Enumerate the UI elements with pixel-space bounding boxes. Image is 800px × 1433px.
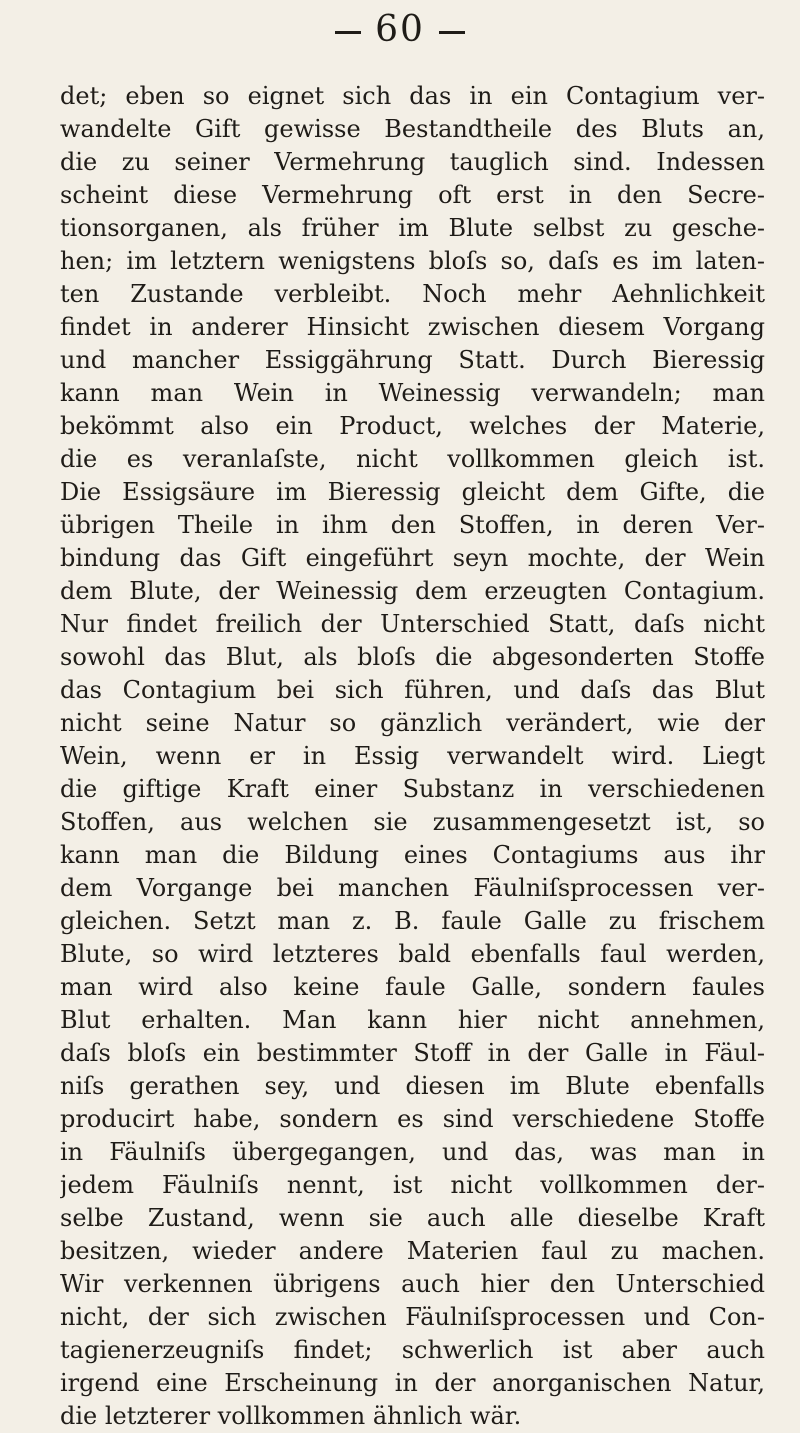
- text-line: besitzen, wieder andere Materien faul zu machen.: [60, 1237, 765, 1265]
- text-line: jedem Fäulniſs nennt, ist nicht vollkommen der-: [60, 1171, 765, 1199]
- text-line: scheint diese Vermehrung oft erst in den Secre-: [60, 181, 765, 209]
- text-line: in Fäulniſs übergegangen, und das, was man in: [60, 1138, 765, 1166]
- text-line: findet in anderer Hinsicht zwischen diesem Vorgang: [60, 313, 765, 341]
- text-line: bekömmt also ein Product, welches der Materie,: [60, 412, 765, 440]
- text-line: gleichen. Setzt man z. B. faule Galle zu frischem: [60, 907, 765, 935]
- text-line: selbe Zustand, wenn sie auch alle dieselbe Kraft: [60, 1204, 765, 1232]
- text-line: sowohl das Blut, als bloſs die abgesonderten Stoffe: [60, 643, 765, 671]
- text-line: Wein, wenn er in Essig verwandelt wird. Liegt: [60, 742, 765, 770]
- text-line: Blute, so wird letzteres bald ebenfalls faul werden,: [60, 940, 765, 968]
- text-line-last: die letzterer vollkommen ähnlich wär.: [60, 1402, 522, 1430]
- text-line: Nur findet freilich der Unterschied Statt, daſs nicht: [60, 610, 765, 638]
- text-line: ten Zustande verbleibt. Noch mehr Aehnlichkeit: [60, 280, 765, 308]
- header-dash-left: [335, 31, 361, 34]
- text-line: producirt habe, sondern es sind verschiedene Stoffe: [60, 1105, 765, 1133]
- text-line: daſs bloſs ein bestimmter Stoff in der Galle in Fäul-: [60, 1039, 765, 1067]
- text-line: tagienerzeugniſs findet; schwerlich ist aber auch: [60, 1336, 765, 1364]
- text-line: dem Blute, der Weinessig dem erzeugten Contagium.: [60, 577, 765, 605]
- text-line: Die Essigsäure im Bieressig gleicht dem Gifte, die: [60, 478, 765, 506]
- text-line: Wir verkennen übrigens auch hier den Unterschied: [60, 1270, 765, 1298]
- page-number: 60: [375, 9, 425, 50]
- text-line: nicht seine Natur so gänzlich verändert, wie der: [60, 709, 765, 737]
- text-line: Blut erhalten. Man kann hier nicht annehmen,: [60, 1006, 765, 1034]
- body-text: [60, 80, 765, 1433]
- text-line: übrigen Theile in ihm den Stoffen, in deren Ver-: [60, 511, 765, 539]
- text-line: und mancher Essiggährung Statt. Durch Bieressig: [60, 346, 765, 374]
- text-line: kann man Wein in Weinessig verwandeln; man: [60, 379, 765, 407]
- text-line: die es veranlaſste, nicht vollkommen gleich ist.: [60, 445, 765, 473]
- text-line: tionsorganen, als früher im Blute selbst zu gesche-: [60, 214, 765, 242]
- text-line: bindung das Gift eingeführt seyn mochte, der Wein: [60, 544, 765, 572]
- text-line: wandelte Gift gewisse Bestandtheile des Bluts an,: [60, 115, 765, 143]
- text-line: die zu seiner Vermehrung tauglich sind. Indessen: [60, 148, 765, 176]
- text-line: det; eben so eignet sich das in ein Contagium ver-: [60, 82, 765, 110]
- header-dash-right: [439, 31, 465, 34]
- text-line: nicht, der sich zwischen Fäulniſsprocessen und Con-: [60, 1303, 765, 1331]
- page-header: [0, 10, 800, 50]
- text-line: irgend eine Erscheinung in der anorganischen Natur,: [60, 1369, 765, 1397]
- text-line: dem Vorgange bei manchen Fäulniſsprocessen ver-: [60, 874, 765, 902]
- text-line: hen; im letztern wenigstens bloſs so, daſs es im laten-: [60, 247, 765, 275]
- text-line: man wird also keine faule Galle, sondern faules: [60, 973, 765, 1001]
- text-line: kann man die Bildung eines Contagiums aus ihr: [60, 841, 765, 869]
- text-line: niſs gerathen sey, und diesen im Blute ebenfalls: [60, 1072, 765, 1100]
- text-line: Stoffen, aus welchen sie zusammengesetzt ist, so: [60, 808, 765, 836]
- text-line: die giftige Kraft einer Substanz in verschiedenen: [60, 775, 765, 803]
- text-line: das Contagium bei sich führen, und daſs das Blut: [60, 676, 765, 704]
